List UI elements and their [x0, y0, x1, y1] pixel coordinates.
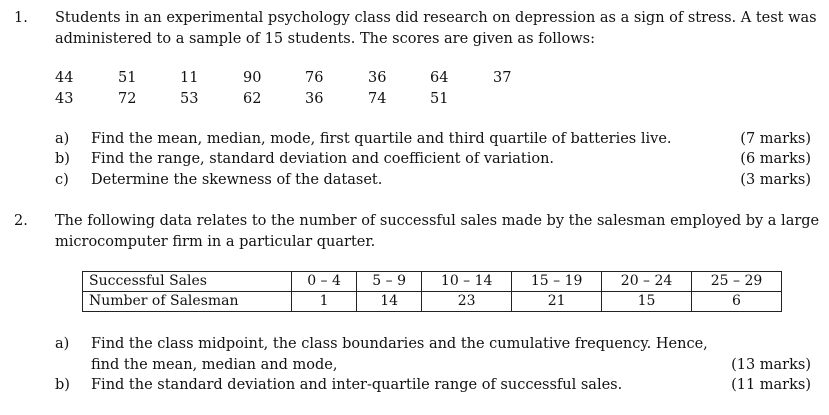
class-interval: 5 – 9 [357, 272, 422, 292]
row-label: Number of Salesman [83, 292, 292, 312]
frequency-value: 14 [357, 292, 422, 312]
q1-intro-line2: administered to a sample of 15 students. The scores are given as follows: [55, 31, 595, 47]
q2-intro-line1: The following data relates to the number of successful sales made by the salesman employed by a large [55, 213, 820, 229]
part-text: Find the mean, median, mode, first quartile and third quartile of batteries live. [91, 131, 672, 147]
class-interval: 10 – 14 [422, 272, 512, 292]
table-row [83, 272, 782, 292]
part-label: b) [55, 151, 70, 167]
frequency-table [82, 271, 782, 312]
part-text: Find the standard deviation and inter-quartile range of successful sales. [91, 377, 623, 393]
part-text: Determine the skewness of the dataset. [91, 172, 383, 188]
score-value: 11 [180, 70, 199, 86]
score-value: 64 [430, 70, 449, 86]
q2-number: 2. [14, 213, 28, 229]
part-text: Find the class midpoint, the class boundaries and the cumulative frequency. Hence, [91, 336, 708, 352]
score-value: 74 [368, 91, 387, 107]
q2-intro-line2: microcomputer firm in a particular quarter. [55, 234, 376, 250]
frequency-value: 6 [692, 292, 782, 312]
score-value: 51 [118, 70, 137, 86]
score-value: 76 [305, 70, 324, 86]
class-interval: 20 – 24 [602, 272, 692, 292]
frequency-value: 23 [422, 292, 512, 312]
row-label: Successful Sales [83, 272, 292, 292]
class-interval: 0 – 4 [292, 272, 357, 292]
frequency-value: 21 [512, 292, 602, 312]
class-interval: 15 – 19 [512, 272, 602, 292]
class-interval: 25 – 29 [692, 272, 782, 292]
score-value: 43 [55, 91, 74, 107]
score-value: 53 [180, 91, 199, 107]
frequency-value: 1 [292, 292, 357, 312]
part-label: a) [55, 131, 70, 147]
score-value: 62 [243, 91, 262, 107]
part-marks: (6 marks) [740, 151, 811, 167]
part-label: b) [55, 377, 70, 393]
score-value: 36 [368, 70, 387, 86]
score-value: 51 [430, 91, 449, 107]
q1-number: 1. [14, 10, 28, 26]
part-marks: (3 marks) [740, 172, 811, 188]
frequency-value: 15 [602, 292, 692, 312]
part-label: a) [55, 336, 70, 352]
part-text: Find the range, standard deviation and coefficient of variation. [91, 151, 555, 167]
part-marks: (7 marks) [740, 131, 811, 147]
table-row [83, 292, 782, 312]
part-marks: (13 marks) [731, 357, 811, 373]
score-value: 36 [305, 91, 324, 107]
score-value: 72 [118, 91, 137, 107]
part-label: c) [55, 172, 69, 188]
score-value: 44 [55, 70, 74, 86]
q1-intro-line1: Students in an experimental psychology class did research on depression as a sign of stress. A test was [55, 10, 817, 26]
score-value: 90 [243, 70, 262, 86]
score-value: 37 [493, 70, 512, 86]
part-marks: (11 marks) [731, 377, 811, 393]
part-text: find the mean, median and mode, [91, 357, 338, 373]
